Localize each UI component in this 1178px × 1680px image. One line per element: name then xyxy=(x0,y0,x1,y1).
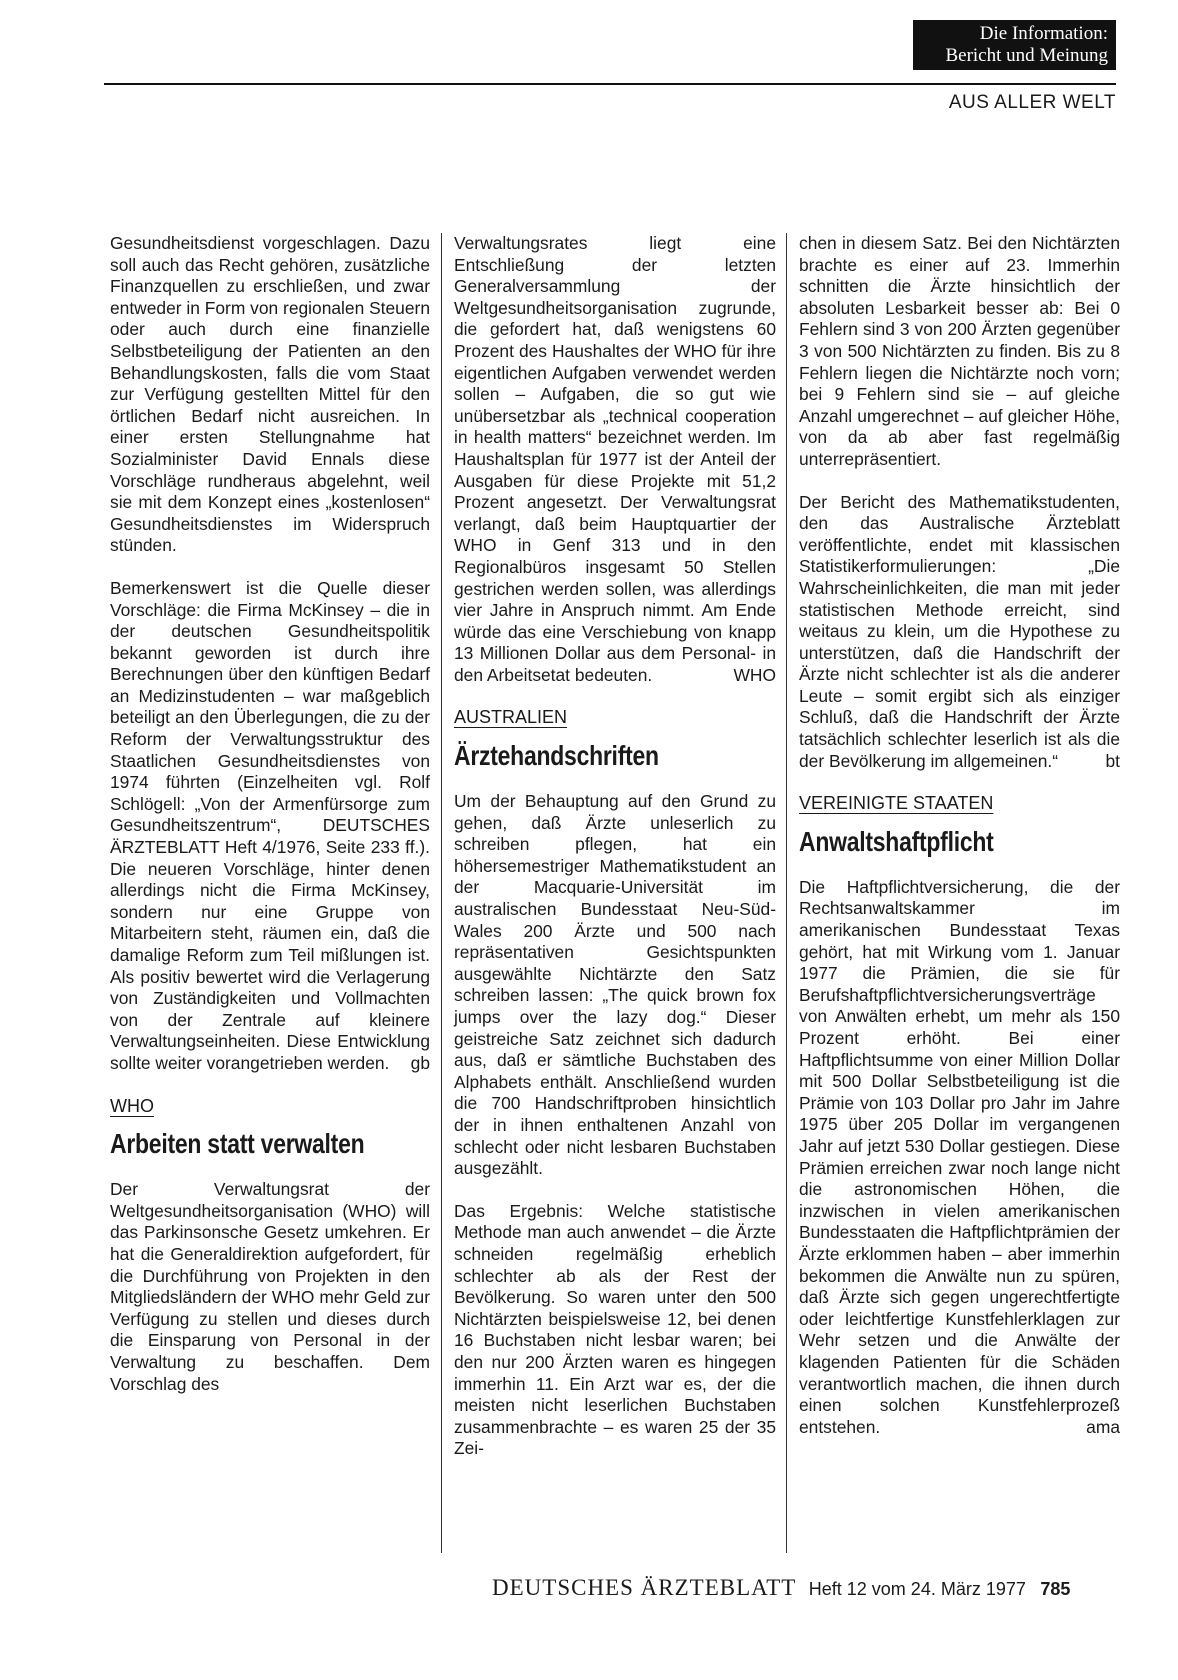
paragraph: Der Verwaltungsrat der Weltgesundheitsorganisation (WHO) will das Parkinsonsche Gesetz umkehren. Er hat die Generaldirektion aufgefordert, für die Durchführung von Projekten in den Mitgliedsländern der WHO mehr Geld zur Verfügung zu stellen und dieses durch die Einsparung von Personal in der Verwaltung zu beschaffen. Dem Vorschlag des xyxy=(110,1179,430,1394)
paragraph: Gesundheitsdienst vorgeschlagen. Dazu soll auch das Recht gehören, zusätzliche Finanzquellen zu erschließen, und zwar entweder in Form von regionalen Steuern oder auch durch eine finanzielle Selbstbeteiligung der Patienten an den Behandlungskosten, falls die vom Staat zur Verfügung gestellten Mittel für den örtlichen Bedarf nicht ausreichen. In einer ersten Stellungnahme hat Sozialminister David Ennals diese Vorschläge rundheraus abgelehnt, weil sie mit dem Konzept eines „kostenlosen“ Gesundheitsdienstes im Widerspruch stünden. xyxy=(110,233,430,556)
headline-aerztehandschriften: Ärztehandschriften xyxy=(454,740,659,772)
author-signature: ama xyxy=(1086,1416,1120,1437)
badge-line-1: Die Information: xyxy=(979,23,1108,44)
paragraph: Das Ergebnis: Welche statistische Methode man auch anwendet – die Ärzte schneiden regelmäßig erheblich schlechter ab als der Rest der Bevölkerung. So waren unter den 500 Nichtärzten beispielsweise 12, bei denen 16 Buchstaben nicht lesbar waren; bei den nur 200 Ärzten waren es hingegen immerhin 11. Ein Arzt war es, der die meisten nicht leserlichen Buchstaben zusammenbrachte – es waren 25 der 35 Zei- xyxy=(454,1200,776,1459)
issue-info: Heft 12 vom 24. März 1977 xyxy=(808,1579,1026,1599)
page-number: 785 xyxy=(1040,1579,1071,1599)
paragraph-text: Der Bericht des Mathematikstudenten, den das Australische Ärzteblatt veröffentlichte, endet mit klassischen Statistikerformulierungen: „Die Wahrscheinlichkeiten, die man mit jeder statistischen Methode erreicht, sind weitaus zu klein, um die Hypothese zu unterstützen, daß die Handschrift der Ärzte nicht schlechter ist als die anderer Leute – somit ergibt sich als einziger Schluß, daß die Handschrift der Ärzte tatsächlich schlechter leserlich ist als die der Bevölkerung im allgemeinen.“ xyxy=(799,491,1120,771)
section-label-who: WHO xyxy=(110,1095,154,1116)
paragraph-text: Bemerkenswert ist die Quelle dieser Vorschläge: die Firma McKinsey – die in der deutschen Gesundheitspolitik bekannt geworden ist durch ihre Berechnungen über den künftigen Bedarf an Medizinstudenten – war maßgeblich beteiligt an den Überlegungen, die zu der Reform der Verwaltungsstruktur des Staatlichen Gesundheitsdienstes von 1974 führten (Einzelheiten vgl. Rolf Schlögell: „Von der Armenfürsorge zum Gesundheitszentrum“, DEUTSCHES ÄRZTEBLATT Heft 4/1976, Seite 233 ff.). Die neueren Vorschläge, hinter denen allerdings nicht die Firma McKinsey, sondern nur eine Gruppe von Mitarbeitern steht, räumen ein, daß die damalige Reform zum Teil mißlungen ist. Als positiv bewertet wird die Verlagerung von Zuständigkeiten und Vollmachten von der Zentrale auf kleinere Verwaltungseinheiten. Diese Entwicklung sollte weiter vorangetrieben werden. xyxy=(110,577,430,1073)
page-footer xyxy=(492,1575,1116,1601)
author-signature: bt xyxy=(1105,750,1120,771)
column-divider-1 xyxy=(441,233,442,1553)
paragraph: Um der Behauptung auf den Grund zu gehen, daß Ärzte unleserlich zu schreiben pflegen, hat ein höhersemestriger Mathematikstudent an der Macquarie-Universität im australischen Bundesstaat Neu-Süd-Wales 200 Ärzte und 500 nach repräsentativen Gesichtspunkten ausgewählte Nichtärzte den Satz schreiben lassen: „The quick brown fox jumps over the lazy dog.“ Dieser geistreiche Satz zeichnet sich dadurch aus, daß er sämtliche Buchstaben des Alphabets enthält. Anschließend wurden die 700 Handschriftproben hinsichtlich der in ihnen enthaltenen Anzahl von schlecht oder nicht lesbaren Buchstaben ausgezählt. xyxy=(454,791,776,1179)
section-label-australien: AUSTRALIEN xyxy=(454,707,568,728)
header-rule xyxy=(104,83,1116,85)
headline-arbeiten: Arbeiten statt verwalten xyxy=(110,1128,365,1160)
section-label-vereinigte-staaten: VEREINIGTE STAATEN xyxy=(799,793,994,814)
column-1 xyxy=(110,233,430,1416)
headline-anwaltshaftpflicht: Anwaltshaftpflicht xyxy=(799,825,994,857)
badge-line-2: Bericht und Meinung xyxy=(945,45,1108,66)
paragraph xyxy=(454,233,776,686)
journal-name: DEUTSCHES ÄRZTEBLATT xyxy=(492,1575,797,1600)
paragraph-text: Verwaltungsrates liegt eine Entschließung der letzten Generalversammlung der Weltgesundheitsorganisation zugrunde, die gefordert hat, daß wenigstens 60 Prozent des Haushaltes der WHO für ihre eigentlichen Aufgaben verwendet werden sollen – Aufgaben, die so gut wie unübersetzbar als „technical cooperation in health matters“ bezeichnet werden. Im Haushaltsplan für 1977 ist der Anteil der Ausgaben für diese Projekte mit 51,2 Prozent angesetzt. Der Verwaltungsrat verlangt, daß beim Hauptquartier der WHO in Genf 313 und in den Regionalbüros insgesamt 50 Stellen gestrichen werden sollen, was allerdings vier Jahre in Anspruch nimmt. Am Ende würde das eine Verschiebung von knapp 13 Millionen Dollar aus dem Personal- in den Arbeitsetat bedeuten. xyxy=(454,233,776,685)
paragraph xyxy=(110,578,430,1075)
author-signature: gb xyxy=(410,1052,430,1073)
paragraph-text: Die Haftpflichtversicherung, die der Rechtsanwaltskammer im amerikanischen Bundesstaat Texas gehört, hat mit Wirkung vom 1. Januar 1977 die Prämien, die sie für Berufshaftpflichtversicherungsverträge von Anwälten erhebt, um mehr als 150 Prozent erhöht. Bei einer Haftpflichtsumme von einer Million Dollar mit 500 Dollar Selbstbeteiligung ist die Prämie von 103 Dollar pro Jahr im Jahre 1975 über 205 Dollar im vergangenen Jahr auf jetzt 530 Dollar gestiegen. Diese Prämien erreichen zwar noch lange nicht die astronomischen Höhen, die inzwischen in vielen amerikanischen Bundesstaaten die Haftpflichtprämien der Ärzte erklommen haben – aber immerhin bekommen die Anwälte nun zu spüren, daß Ärzte sich gegen ungerechtfertigte oder leichtfertige Kunstfehlerklagen zur Wehr setzen und die Anwälte der klagenden Patienten für die Schäden verantwortlich machen, die ihnen durch einen solchen Kunstfehlerprozeß entstehen. xyxy=(799,876,1120,1437)
column-2 xyxy=(454,233,776,1481)
author-signature: WHO xyxy=(733,664,776,685)
column-3 xyxy=(799,233,1120,1459)
section-kicker: AUS ALLER WELT xyxy=(948,92,1116,113)
paragraph: chen in diesem Satz. Bei den Nichtärzten brachte es einer auf 23. Immerhin schnitten die Ärzte hinsichtlich der absoluten Lesbarkeit besser ab: Bei 0 Fehlern sind 3 von 200 Ärzten gegenüber 3 von 500 Nichtärzten zu finden. Bis zu 8 Fehlern liegen die Nichtärzte noch vorn; bei 9 Fehlern sind sie – auf gleiche Anzahl umgerechnet – auf gleicher Höhe, von da ab aber fast regelmäßig unterrepräsentiert. xyxy=(799,233,1120,469)
column-divider-2 xyxy=(786,233,787,1553)
section-badge xyxy=(913,20,1116,70)
paragraph xyxy=(799,492,1120,773)
paragraph xyxy=(799,877,1120,1438)
